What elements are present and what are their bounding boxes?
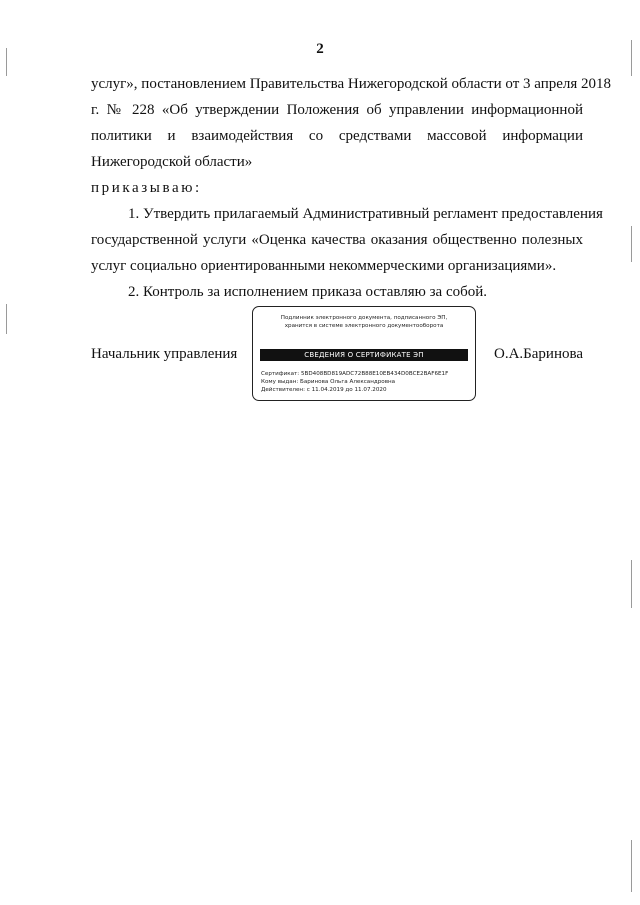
signatory-name: О.А.Баринова	[494, 346, 584, 362]
owner-row	[261, 378, 448, 386]
intro-line: г. № 228 «Об утверждении Положения об управлении информационной	[91, 102, 583, 118]
scan-edge-mark	[6, 304, 7, 334]
scan-edge-mark	[631, 226, 632, 262]
scan-edge-mark	[631, 840, 632, 892]
stamp-header-line: хранится в системе электронного документооборота	[284, 323, 444, 329]
stamp-header	[253, 314, 475, 330]
intro-line: услуг», постановлением Правительства Нижегородской области от 3 апреля 2018	[91, 76, 612, 92]
intro-line: Нижегородской области»	[91, 154, 253, 170]
owner-label: Кому выдан:	[261, 379, 299, 385]
owner-value: Баринова Ольга Александровна	[300, 379, 396, 385]
certificate-label: Сертификат:	[261, 371, 300, 377]
item2-line: 2. Контроль за исполнением приказа оставляю за собой.	[128, 284, 488, 300]
certificate-row	[261, 370, 448, 378]
scan-edge-mark	[631, 560, 632, 608]
item1-line: государственной услуги «Оценка качества оказания общественно полезных	[91, 232, 583, 248]
electronic-signature-stamp	[252, 306, 476, 401]
item1-line: услуг социально ориентированными некоммерческими организациями».	[91, 258, 557, 274]
page-number: 2	[316, 41, 324, 57]
document-body	[91, 71, 612, 305]
stamp-header-line: Подлинник электронного документа, подписанного ЭП,	[280, 315, 448, 321]
validity-label: Действителен:	[261, 387, 305, 393]
validity-row	[261, 386, 448, 394]
order-word: приказываю:	[91, 180, 202, 196]
signatory-position: Начальник управления	[91, 346, 238, 362]
validity-value: с 11.04.2019 до 11.07.2020	[306, 387, 387, 393]
stamp-details	[261, 370, 448, 394]
stamp-title: СВЕДЕНИЯ О СЕРТИФИКАТЕ ЭП	[260, 349, 468, 361]
certificate-value: 5BD408BD819ADC72B88E10EB434D0BCE2BAF6E1F	[300, 371, 449, 377]
intro-line: политики и взаимодействия со средствами массовой информации	[91, 128, 583, 144]
item1-line: 1. Утвердить прилагаемый Административный регламент предоставления	[128, 206, 603, 222]
